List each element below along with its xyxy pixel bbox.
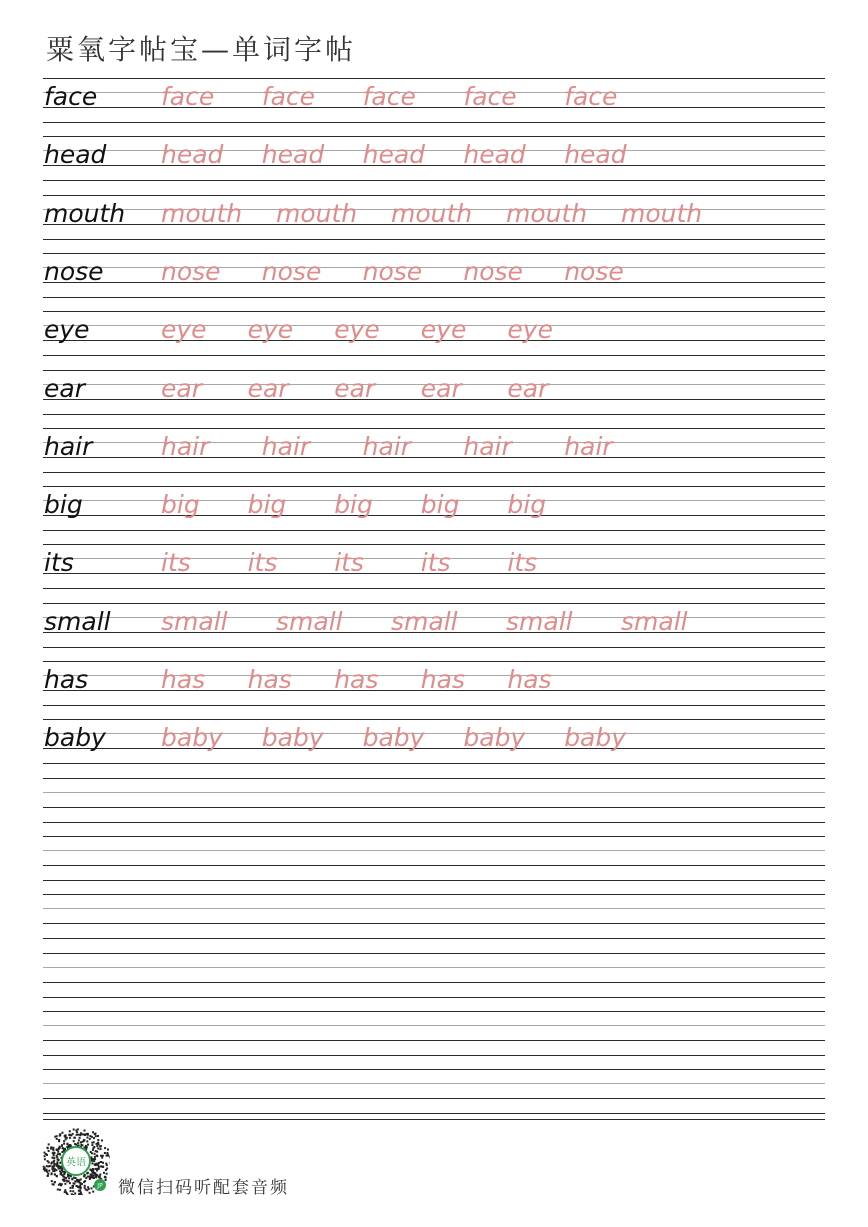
trace-word: has — [334, 665, 379, 694]
trace-word: face — [261, 82, 316, 111]
trace-word: ear — [507, 373, 549, 403]
word-row-head-rule-line — [43, 180, 825, 181]
trace-word: has — [247, 665, 292, 694]
blank-row-rule-line — [43, 1069, 825, 1070]
blank-row-guide-line — [43, 850, 825, 851]
trace-word: small — [276, 606, 343, 636]
model-word: its — [44, 548, 74, 578]
trace-word: its — [334, 548, 364, 578]
qr-code-icon — [42, 1127, 110, 1195]
trace-word: baby — [463, 723, 526, 753]
model-word: baby — [44, 723, 106, 753]
blank-row-rule-line — [43, 807, 825, 808]
trace-word: nose — [463, 256, 523, 286]
trace-word: small — [391, 606, 458, 636]
trace-word: ear — [247, 373, 289, 403]
trace-word: its — [507, 548, 538, 578]
word-row-its-rule-line — [43, 544, 825, 545]
blank-row-rule-line — [43, 778, 825, 779]
trace-word: mouth — [621, 198, 703, 228]
trace-word: small — [161, 606, 228, 636]
word-row-eye-rule-line — [43, 355, 825, 356]
word-row-mouth-rule-line — [43, 195, 825, 196]
model-word: face — [44, 82, 98, 111]
trace-word: baby — [261, 723, 324, 753]
trace-word: mouth — [391, 198, 473, 228]
trace-word: mouth — [506, 198, 588, 228]
blank-row-rule-line — [43, 1113, 825, 1114]
trace-word: nose — [261, 256, 322, 286]
model-word: mouth — [44, 198, 126, 228]
word-row-big-rule-line — [43, 530, 825, 531]
trace-word: hair — [564, 431, 613, 461]
blank-row-rule-line — [43, 1055, 825, 1056]
trace-word: its — [161, 548, 191, 578]
trace-word: its — [420, 548, 451, 578]
blank-row-rule-line — [43, 997, 825, 998]
model-word: eye — [44, 315, 90, 345]
blank-row-rule-line — [43, 1040, 825, 1041]
trace-word: eye — [420, 315, 467, 345]
trace-word: ear — [334, 373, 376, 403]
blank-row-rule-line — [43, 982, 825, 983]
trace-word: big — [247, 490, 287, 520]
trace-word: head — [463, 140, 526, 170]
model-word: small — [44, 606, 111, 636]
trace-word: ear — [161, 373, 202, 403]
word-row-baby-rule-line — [43, 719, 825, 720]
blank-row-guide-line — [43, 967, 825, 968]
model-word: big — [44, 490, 83, 520]
word-row-small-rule-line — [43, 647, 825, 648]
word-row-hair-rule-line — [43, 472, 825, 473]
trace-word: small — [621, 606, 688, 636]
word-row-baby-rule-line — [43, 763, 825, 764]
trace-word: face — [463, 82, 517, 111]
blank-row-rule-line — [43, 822, 825, 823]
blank-row-rule-line — [43, 865, 825, 866]
trace-word: has — [161, 665, 206, 694]
word-row-nose-rule-line — [43, 297, 825, 298]
trace-word: nose — [564, 256, 624, 286]
footer-caption: 微信扫码听配套音频 — [118, 1178, 289, 1198]
trace-word: nose — [161, 256, 221, 286]
footer — [42, 1127, 442, 1197]
blank-row-rule-line — [43, 953, 825, 954]
trace-word: eye — [161, 315, 207, 345]
word-row-has-rule-line — [43, 705, 825, 706]
trace-word: eye — [507, 315, 553, 345]
word-row-nose-rule-line — [43, 253, 825, 254]
qr-badge-text: 英语 — [66, 1157, 86, 1169]
word-row-small-rule-line — [43, 603, 825, 604]
trace-word: big — [334, 490, 373, 520]
trace-word: baby — [161, 723, 223, 753]
trace-word: mouth — [161, 198, 243, 228]
model-word: head — [44, 140, 107, 170]
blank-row-guide-line — [43, 792, 825, 793]
trace-word: big — [420, 490, 460, 520]
trace-word: has — [420, 665, 465, 694]
trace-word: hair — [463, 431, 512, 461]
blank-row-rule-line — [43, 1011, 825, 1012]
word-row-head-rule-line — [43, 136, 825, 137]
trace-word: eye — [247, 315, 294, 345]
trace-word: ear — [420, 373, 462, 403]
handwriting-practice-sheet — [43, 0, 825, 1227]
blank-row-rule-line — [43, 938, 825, 939]
trace-word: face — [161, 82, 215, 111]
sheet-bottom-rule-line — [43, 1119, 825, 1120]
trace-word: has — [507, 665, 552, 694]
trace-word: hair — [261, 431, 311, 461]
trace-word: head — [261, 140, 325, 170]
trace-word: hair — [161, 431, 210, 461]
word-row-has-rule-line — [43, 661, 825, 662]
qr-corner-text: JP — [97, 1182, 103, 1190]
word-row-eye-rule-line — [43, 311, 825, 312]
blank-row-guide-line — [43, 1025, 825, 1026]
word-row-big-rule-line — [43, 486, 825, 487]
model-word: hair — [44, 431, 93, 461]
trace-word: its — [247, 548, 278, 578]
trace-word: hair — [362, 431, 411, 461]
trace-word: face — [362, 82, 416, 111]
word-row-mouth-rule-line — [43, 239, 825, 240]
word-row-ear-rule-line — [43, 370, 825, 371]
trace-word: baby — [362, 723, 425, 753]
model-word: ear — [44, 373, 85, 403]
model-word: nose — [44, 256, 104, 286]
trace-word: mouth — [276, 198, 358, 228]
blank-row-rule-line — [43, 894, 825, 895]
blank-row-rule-line — [43, 880, 825, 881]
word-row-its-rule-line — [43, 588, 825, 589]
blank-row-rule-line — [43, 1098, 825, 1099]
trace-word: nose — [362, 256, 423, 286]
trace-word: big — [507, 490, 547, 520]
trace-word: eye — [334, 315, 380, 345]
page-title: 粟氧字帖宝—单词字帖 — [46, 33, 357, 66]
word-row-hair-rule-line — [43, 428, 825, 429]
trace-word: baby — [564, 723, 627, 753]
word-row-face-rule-line — [43, 78, 825, 79]
blank-row-guide-line — [43, 1083, 825, 1084]
trace-word: head — [362, 140, 426, 170]
blank-row-guide-line — [43, 908, 825, 909]
trace-word: small — [506, 606, 573, 636]
trace-word: head — [564, 140, 627, 170]
trace-word: big — [161, 490, 200, 520]
model-word: has — [44, 665, 89, 694]
word-row-face-rule-line — [43, 122, 825, 123]
word-row-ear-rule-line — [43, 414, 825, 415]
blank-row-rule-line — [43, 836, 825, 837]
blank-row-rule-line — [43, 923, 825, 924]
trace-word: face — [564, 82, 618, 111]
trace-word: head — [161, 140, 224, 170]
